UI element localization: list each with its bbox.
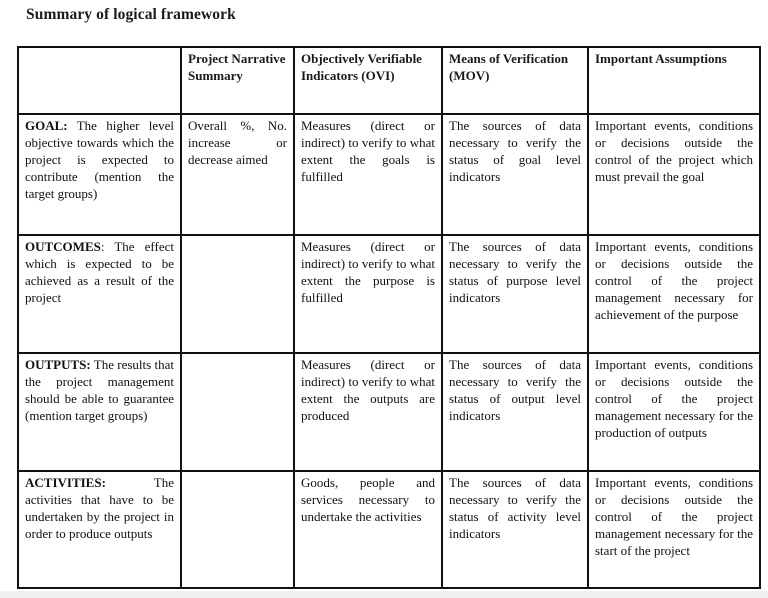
row-label-cell — [18, 235, 181, 353]
narrative-cell — [181, 471, 294, 588]
table-row-outcomes — [18, 235, 760, 353]
header-ovi: Objectively Verifiable Indicators (OVI) — [294, 47, 442, 114]
mov-cell: The sources of data necessary to verify the status of output level indicators — [442, 353, 588, 471]
header-empty — [18, 47, 181, 114]
header-assumptions: Important Assumptions — [588, 47, 760, 114]
assumptions-cell: Important events, conditions or decisions outside the control of the project which must prevail the goal — [588, 114, 760, 235]
logical-framework-table — [17, 46, 761, 589]
row-label: GOAL: — [25, 118, 68, 133]
document-title: Summary of logical framework — [26, 6, 236, 23]
row-label-cell — [18, 353, 181, 471]
narrative-cell — [181, 353, 294, 471]
header-narrative-summary: Project Narrative Summary — [181, 47, 294, 114]
ovi-cell: Measures (direct or indirect) to verify to what extent the goals is fulfilled — [294, 114, 442, 235]
table-header-row — [18, 47, 760, 114]
row-description: The results that the project management should be able to guarantee (mention target groups) — [25, 357, 174, 423]
assumptions-cell: Important events, conditions or decisions outside the control of the project management necessary for the start of the project — [588, 471, 760, 588]
row-description: : The effect which is expected to be achieved as a result of the project — [25, 239, 174, 305]
table-row-outputs — [18, 353, 760, 471]
row-label: OUTCOMES — [25, 239, 101, 254]
row-description: The activities that have to be undertaken by the project in order to produce outputs — [25, 475, 174, 541]
assumptions-cell: Important events, conditions or decisions outside the control of the project management necessary for achievement of the purpose — [588, 235, 760, 353]
ovi-cell: Measures (direct or indirect) to verify to what extent the purpose is fulfilled — [294, 235, 442, 353]
row-description: The higher level objective towards which the project is expected to contribute (mention the target groups) — [25, 118, 174, 201]
narrative-cell — [181, 235, 294, 353]
mov-cell: The sources of data necessary to verify the status of goal level indicators — [442, 114, 588, 235]
ovi-cell: Goods, people and services necessary to undertake the activities — [294, 471, 442, 588]
mov-cell: The sources of data necessary to verify the status of activity level indicators — [442, 471, 588, 588]
row-label-cell — [18, 471, 181, 588]
mov-cell: The sources of data necessary to verify the status of purpose level indicators — [442, 235, 588, 353]
table-row-goal — [18, 114, 760, 235]
row-label: ACTIVITIES: — [25, 475, 106, 490]
row-label: OUTPUTS: — [25, 357, 91, 372]
header-mov: Means of Verification (MOV) — [442, 47, 588, 114]
narrative-cell: Overall %, No. increase or decrease aimed — [181, 114, 294, 235]
table-row-activities — [18, 471, 760, 588]
ovi-cell: Measures (direct or indirect) to verify to what extent the outputs are produced — [294, 353, 442, 471]
assumptions-cell: Important events, conditions or decisions outside the control of the project management necessary for the production of outputs — [588, 353, 760, 471]
page-bottom-bar — [0, 591, 768, 598]
row-label-cell — [18, 114, 181, 235]
